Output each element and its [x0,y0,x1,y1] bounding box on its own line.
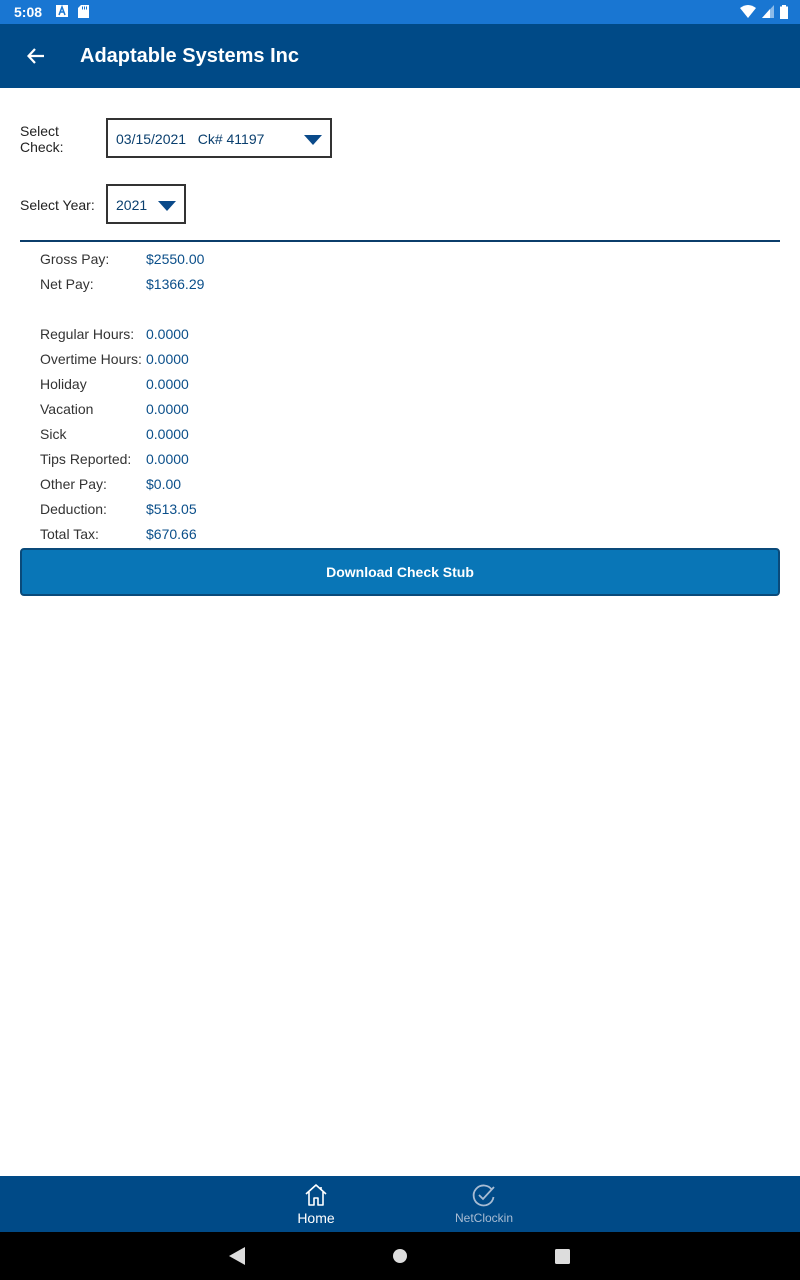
row-value: $513.05 [146,501,197,517]
row-value: 0.0000 [146,426,189,442]
system-nav-bar [0,1232,800,1280]
select-check-label: Select Check: [20,123,64,155]
check-circle-icon [471,1182,497,1208]
status-bar [0,0,800,24]
wifi-icon [740,5,756,18]
arrow-back-icon [27,47,45,65]
other-pay-row [40,476,181,496]
row-label: Other Pay: [40,476,107,492]
row-label: Net Pay: [40,276,94,292]
status-icons-left [56,5,89,18]
home-icon [303,1182,329,1208]
row-value: 0.0000 [146,451,189,467]
square-recents-icon [555,1249,570,1264]
row-value: $2550.00 [146,251,205,267]
vacation-row [40,401,189,421]
system-back-button[interactable] [225,1244,249,1268]
row-label: Vacation [40,401,94,417]
row-label: Deduction: [40,501,107,517]
battery-icon [780,5,788,19]
cell-signal-icon [762,5,774,18]
nav-item-netclockin[interactable] [424,1176,544,1232]
status-time: 5:08 [14,4,43,20]
net-pay-row [40,276,204,296]
regular-hours-row [40,326,189,346]
row-value: $670.66 [146,526,197,542]
total-tax-row [40,526,197,546]
row-label: Holiday [40,376,87,392]
gross-pay-row [40,251,204,271]
deduction-row [40,501,197,521]
system-recents-button[interactable] [550,1244,574,1268]
sick-row [40,426,189,446]
sd-card-icon [78,5,89,18]
triangle-back-icon [229,1247,245,1265]
select-year-label: Select Year: [20,197,95,213]
nav-item-label: NetClockin [454,1211,514,1225]
year-select[interactable] [106,184,186,224]
nav-item-label: Home [297,1210,335,1226]
row-value: 0.0000 [146,401,189,417]
row-value: $1366.29 [146,276,205,292]
overtime-hours-row [40,351,189,371]
circle-home-icon [392,1248,408,1264]
dropdown-caret-icon [158,201,176,211]
status-icons-right [740,5,788,19]
section-divider [20,240,780,242]
row-label: Regular Hours: [40,326,135,342]
holiday-row [40,376,189,396]
app-title: Adaptable Systems Inc [80,45,299,67]
font-notification-icon [56,5,68,17]
dropdown-caret-icon [304,135,322,145]
year-select-value: 2021 [116,197,148,213]
row-label: Tips Reported: [40,451,132,467]
row-label: Gross Pay: [40,251,110,267]
app-bar [0,24,800,88]
row-value: 0.0000 [146,326,189,342]
system-home-button[interactable] [388,1244,412,1268]
check-select-value: 03/15/2021 Ck# 41197 [116,131,265,147]
tips-reported-row [40,451,189,471]
nav-item-home[interactable] [256,1176,376,1232]
row-value: $0.00 [146,476,182,492]
row-value: 0.0000 [146,376,189,392]
row-value: 0.0000 [146,351,189,367]
download-check-stub-button[interactable]: Download Check Stub [20,548,780,596]
back-button[interactable] [18,38,54,74]
row-label: Total Tax: [40,526,99,542]
row-label: Sick [40,426,67,442]
check-select[interactable] [106,118,332,158]
row-label: Overtime Hours: [40,351,142,367]
bottom-nav [0,1176,800,1232]
